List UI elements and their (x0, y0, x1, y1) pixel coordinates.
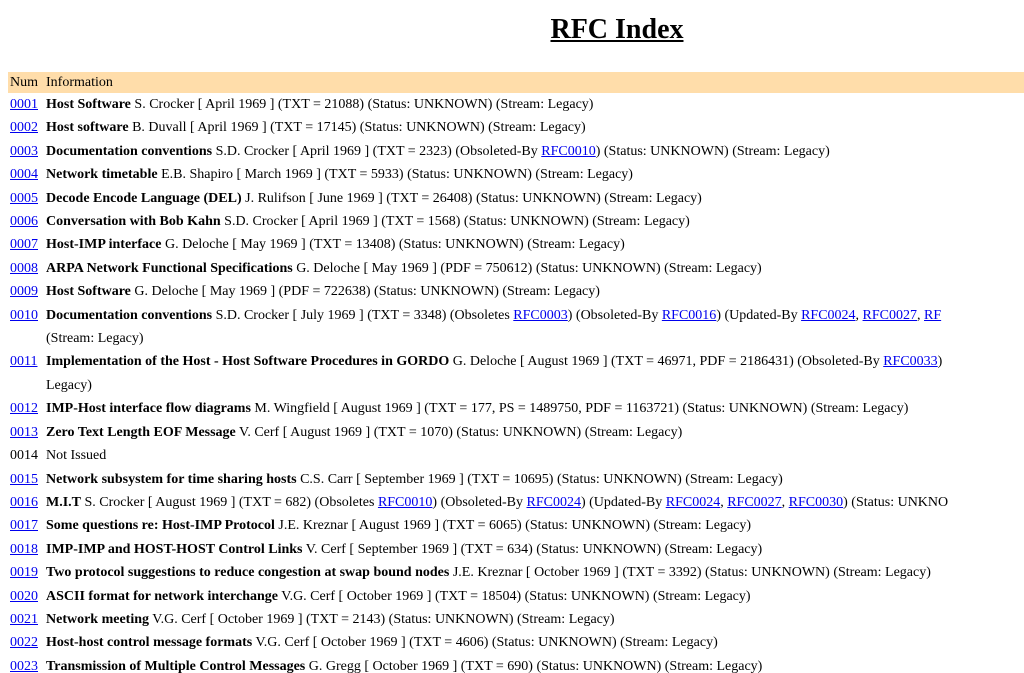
rfc-number-link[interactable]: 0017 (10, 518, 38, 534)
rfc-title: Host Software (46, 97, 131, 112)
rfc-details: G. Deloche [ May 1969 ] (PDF = 722638) (Status: UNKNOWN) (Stream: Legacy) (130, 284, 600, 300)
rfc-number-cell (8, 608, 44, 631)
rfc-info-cell (44, 631, 1024, 654)
rfc-title: Transmission of Multiple Control Messages (46, 658, 306, 673)
table-row (8, 491, 1024, 514)
rfc-number-cell (8, 280, 44, 303)
rfc-number-cell (8, 187, 44, 210)
rfc-details: ) (Updated-By (716, 307, 802, 323)
rfc-title: Two protocol suggestions to reduce congestion at swap bound nodes (46, 565, 450, 581)
rfc-number-cell (8, 257, 44, 280)
rfc-number-cell (8, 491, 44, 514)
rfc-number-cell (8, 468, 44, 491)
rfc-title: Host-IMP interface (46, 237, 162, 253)
rfc-info-cell (44, 93, 1024, 116)
rfc-title: ASCII format for network interchange (46, 588, 279, 604)
rfc-details: G. Deloche [ May 1969 ] (PDF = 750612) (Status: UNKNOWN) (Stream: Legacy) (292, 260, 762, 276)
page-title: RFC Index (550, 14, 684, 45)
rfc-info-line (46, 116, 1024, 139)
table-row (8, 468, 1024, 491)
rfc-info-line (46, 187, 1024, 210)
rfc-details: V. Cerf [ August 1969 ] (TXT = 1070) (Status: UNKNOWN) (Stream: Legacy) (235, 424, 683, 440)
rfc-details: S. Crocker [ August 1969 ] (TXT = 682) (Obsoletes (81, 494, 378, 510)
rfc-number-link[interactable]: 0005 (10, 190, 38, 206)
rfc-number-link[interactable]: 0019 (10, 565, 38, 581)
rfc-number-link[interactable]: 0015 (10, 471, 38, 487)
rfc-details: Not Issued (46, 448, 107, 464)
rfc-number-cell (8, 444, 44, 467)
rfc-details: ) (Obsoleted-By (432, 494, 527, 510)
rfc-title: Documentation conventions (46, 307, 213, 323)
rfc-number-link[interactable]: 0006 (10, 214, 38, 230)
rfc-number-link[interactable]: 0010 (10, 307, 38, 323)
rfc-details: ) (Status: UNKNOWN) (Stream: Legacy) (595, 143, 830, 159)
rfc-info-line (46, 163, 1024, 186)
rfc-title: Implementation of the Host - Host Software Procedures in GORDO (46, 354, 450, 370)
rfc-details: , (855, 307, 863, 323)
table-row (8, 538, 1024, 561)
rfc-info-cell (44, 608, 1024, 631)
table-row (8, 514, 1024, 537)
table-row (8, 280, 1024, 303)
rfc-info-line (46, 561, 1024, 584)
rfc-title: Documentation conventions (46, 143, 213, 159)
rfc-number-cell (8, 140, 44, 163)
rfc-reference-link[interactable]: RF (924, 307, 942, 323)
header-num: Num (8, 72, 44, 93)
rfc-number-cell (8, 655, 44, 673)
rfc-reference-link[interactable]: RFC0024 (526, 494, 581, 510)
rfc-info-line (46, 444, 1024, 467)
rfc-info-cell (44, 514, 1024, 537)
rfc-info-line (46, 397, 1024, 420)
rfc-number-link[interactable]: 0009 (10, 284, 38, 300)
rfc-info-line (46, 233, 1024, 256)
table-row (8, 233, 1024, 256)
rfc-info-line (46, 655, 1024, 673)
rfc-reference-link[interactable]: RFC0024 (665, 494, 721, 510)
rfc-number-cell (8, 514, 44, 537)
rfc-reference-link[interactable]: RFC0027 (727, 494, 782, 510)
rfc-title: IMP-Host interface flow diagrams (46, 401, 251, 417)
rfc-info-cell (44, 538, 1024, 561)
rfc-info-cell (44, 187, 1024, 210)
rfc-reference-link[interactable]: RFC0003 (513, 307, 568, 323)
rfc-info-line (46, 421, 1024, 444)
rfc-info-cell (44, 468, 1024, 491)
rfc-title: Network timetable (46, 167, 158, 183)
table-row (8, 655, 1024, 673)
rfc-reference-link[interactable]: RFC0010 (377, 494, 433, 510)
rfc-details: G. Deloche [ August 1969 ] (TXT = 46971, PDF = 2186431) (Obsoleted-By (449, 354, 884, 370)
rfc-details: G. Gregg [ October 1969 ] (TXT = 690) (Status: UNKNOWN) (Stream: Legacy) (305, 658, 763, 673)
rfc-info-cell (44, 585, 1024, 608)
rfc-number-cell (8, 538, 44, 561)
rfc-details: V.G. Cerf [ October 1969 ] (TXT = 4606) (Status: UNKNOWN) (Stream: Legacy) (252, 635, 718, 651)
rfc-details: J.E. Kreznar [ October 1969 ] (TXT = 3392) (Status: UNKNOWN) (Stream: Legacy) (449, 565, 931, 581)
rfc-details: M. Wingfield [ August 1969 ] (TXT = 177, PS = 1489750, PDF = 1163721) (Status: UNKNOWN) (Stream: Legacy) (250, 401, 909, 417)
rfc-number-link[interactable]: 0002 (10, 120, 38, 136)
table-row (8, 116, 1024, 139)
rfc-details: G. Deloche [ May 1969 ] (TXT = 13408) (Status: UNKNOWN) (Stream: Legacy) (161, 237, 625, 253)
rfc-title: Conversation with Bob Kahn (46, 214, 221, 230)
rfc-info-line (46, 538, 1024, 561)
rfc-rows (8, 93, 1024, 673)
rfc-info-cell (44, 280, 1024, 303)
rfc-title: Zero Text Length EOF Message (46, 424, 236, 440)
rfc-details: , (917, 307, 925, 323)
rfc-number-cell (8, 350, 44, 397)
rfc-details: V. Cerf [ September 1969 ] (TXT = 634) (Status: UNKNOWN) (Stream: Legacy) (302, 541, 763, 557)
rfc-reference-link[interactable]: RFC0016 (661, 307, 717, 323)
table-row (8, 187, 1024, 210)
rfc-info-cell (44, 257, 1024, 280)
rfc-info-line (46, 257, 1024, 280)
table-row (8, 163, 1024, 186)
table-row (8, 631, 1024, 654)
rfc-info-line (46, 140, 1024, 163)
rfc-number-link[interactable]: 0018 (10, 541, 38, 557)
rfc-details: ) (Obsoleted-By (567, 307, 662, 323)
table-row (8, 210, 1024, 233)
table-row (8, 350, 1024, 397)
rfc-info-line (46, 350, 1024, 373)
rfc-info-line (46, 280, 1024, 303)
rfc-number-link[interactable]: 0008 (10, 260, 38, 276)
rfc-details: J. Rulifson [ June 1969 ] (TXT = 26408) (Status: UNKNOWN) (Stream: Legacy) (241, 190, 702, 206)
rfc-number-link[interactable]: 0001 (10, 97, 38, 112)
rfc-number-link[interactable]: 0021 (10, 611, 38, 627)
rfc-details: E.B. Shapiro [ March 1969 ] (TXT = 5933) (Status: UNKNOWN) (Stream: Legacy) (157, 167, 633, 183)
rfc-details: S.D. Crocker [ July 1969 ] (TXT = 3348) (Obsoletes (212, 307, 514, 323)
rfc-details: , (781, 494, 789, 510)
table-row (8, 608, 1024, 631)
rfc-number-link[interactable]: 0023 (10, 658, 38, 673)
rfc-details: ) (Updated-By (580, 494, 666, 510)
rfc-details: S.D. Crocker [ April 1969 ] (TXT = 2323) (Obsoleted-By (212, 143, 542, 159)
rfc-info-cell (44, 233, 1024, 256)
rfc-info-cell (44, 655, 1024, 673)
rfc-number-cell (8, 210, 44, 233)
rfc-info-line (46, 304, 1024, 327)
rfc-info-line (46, 468, 1024, 491)
rfc-info-cell (44, 140, 1024, 163)
rfc-info-line (46, 491, 1024, 514)
rfc-number-link[interactable]: 0013 (10, 424, 38, 440)
table-row (8, 397, 1024, 420)
table-row (8, 257, 1024, 280)
rfc-details: J.E. Kreznar [ August 1969 ] (TXT = 6065) (Status: UNKNOWN) (Stream: Legacy) (274, 518, 752, 534)
table-row (8, 304, 1024, 351)
rfc-details: B. Duvall [ April 1969 ] (TXT = 17145) (Status: UNKNOWN) (Stream: Legacy) (128, 120, 586, 136)
rfc-info-cell (44, 491, 1024, 514)
rfc-number-link[interactable]: 0016 (10, 494, 38, 510)
table-row (8, 140, 1024, 163)
rfc-index-table (8, 72, 1024, 673)
rfc-info-cell (44, 304, 1024, 351)
rfc-info-cell (44, 444, 1024, 467)
rfc-details: C.S. Carr [ September 1969 ] (TXT = 10695) (Status: UNKNOWN) (Stream: Legacy) (296, 471, 783, 487)
rfc-info-line (46, 608, 1024, 631)
header-information: Information (44, 72, 1024, 93)
rfc-details: ) (937, 354, 943, 370)
rfc-details: V.G. Cerf [ October 1969 ] (TXT = 2143) (Status: UNKNOWN) (Stream: Legacy) (149, 611, 615, 627)
rfc-number-cell (8, 397, 44, 420)
rfc-title: ARPA Network Functional Specifications (46, 260, 293, 276)
rfc-info-cell (44, 210, 1024, 233)
rfc-info-line (46, 585, 1024, 608)
rfc-details: ) (Status: UNKNO (843, 494, 949, 510)
rfc-reference-link[interactable]: RFC0024 (801, 307, 856, 323)
rfc-number-cell (8, 561, 44, 584)
rfc-info-line (46, 631, 1024, 654)
rfc-title: Network subsystem for time sharing hosts (46, 471, 297, 487)
rfc-details: S. Crocker [ April 1969 ] (TXT = 21088) (Status: UNKNOWN) (Stream: Legacy) (130, 97, 594, 112)
rfc-number-cell (8, 631, 44, 654)
rfc-info-continuation: Legacy) (46, 377, 92, 393)
table-header-row (8, 72, 1024, 93)
table-row (8, 585, 1024, 608)
rfc-number-cell (8, 116, 44, 139)
rfc-number-link[interactable]: 0011 (10, 354, 38, 370)
rfc-number-cell (8, 233, 44, 256)
rfc-info-line (46, 93, 1024, 116)
rfc-number-cell (8, 163, 44, 186)
rfc-title: M.I.T (46, 494, 81, 510)
table-row (8, 93, 1024, 116)
rfc-number-link[interactable]: 0020 (10, 588, 38, 604)
rfc-number-link[interactable]: 0022 (10, 635, 38, 651)
rfc-info-line (46, 210, 1024, 233)
rfc-reference-link[interactable]: RFC0010 (541, 143, 596, 159)
rfc-info-cell (44, 116, 1024, 139)
rfc-number-cell (8, 304, 44, 351)
rfc-info-cell (44, 421, 1024, 444)
rfc-title: Host Software (46, 284, 131, 300)
table-row (8, 561, 1024, 584)
rfc-number-link[interactable]: 0004 (10, 167, 38, 183)
rfc-number-link[interactable]: 0012 (10, 401, 38, 417)
rfc-number-link[interactable]: 0007 (10, 237, 38, 253)
rfc-number-cell (8, 585, 44, 608)
rfc-number-cell (8, 421, 44, 444)
rfc-title: Network meeting (46, 611, 150, 627)
rfc-title: Host software (46, 120, 129, 136)
rfc-details: , (720, 494, 728, 510)
rfc-title: IMP-IMP and HOST-HOST Control Links (46, 541, 303, 557)
rfc-reference-link[interactable]: RFC0030 (788, 494, 844, 510)
rfc-info-continuation: (Stream: Legacy) (46, 331, 144, 347)
rfc-number-link[interactable]: 0003 (10, 143, 38, 159)
rfc-number-text: 0014 (10, 448, 38, 464)
rfc-details: V.G. Cerf [ October 1969 ] (TXT = 18504) (Status: UNKNOWN) (Stream: Legacy) (278, 588, 751, 604)
table-row (8, 444, 1024, 467)
rfc-title: Some questions re: Host-IMP Protocol (46, 518, 275, 534)
rfc-info-line (46, 514, 1024, 537)
rfc-number-cell (8, 93, 44, 116)
rfc-reference-link[interactable]: RFC0027 (862, 307, 918, 323)
table-row (8, 421, 1024, 444)
rfc-title: Host-host control message formats (46, 635, 253, 651)
rfc-info-cell (44, 163, 1024, 186)
rfc-reference-link[interactable]: RFC0033 (883, 354, 938, 370)
rfc-info-cell (44, 561, 1024, 584)
rfc-info-cell (44, 397, 1024, 420)
rfc-info-cell (44, 350, 1024, 397)
rfc-details: S.D. Crocker [ April 1969 ] (TXT = 1568) (Status: UNKNOWN) (Stream: Legacy) (220, 214, 690, 230)
rfc-title: Decode Encode Language (DEL) (46, 190, 242, 206)
